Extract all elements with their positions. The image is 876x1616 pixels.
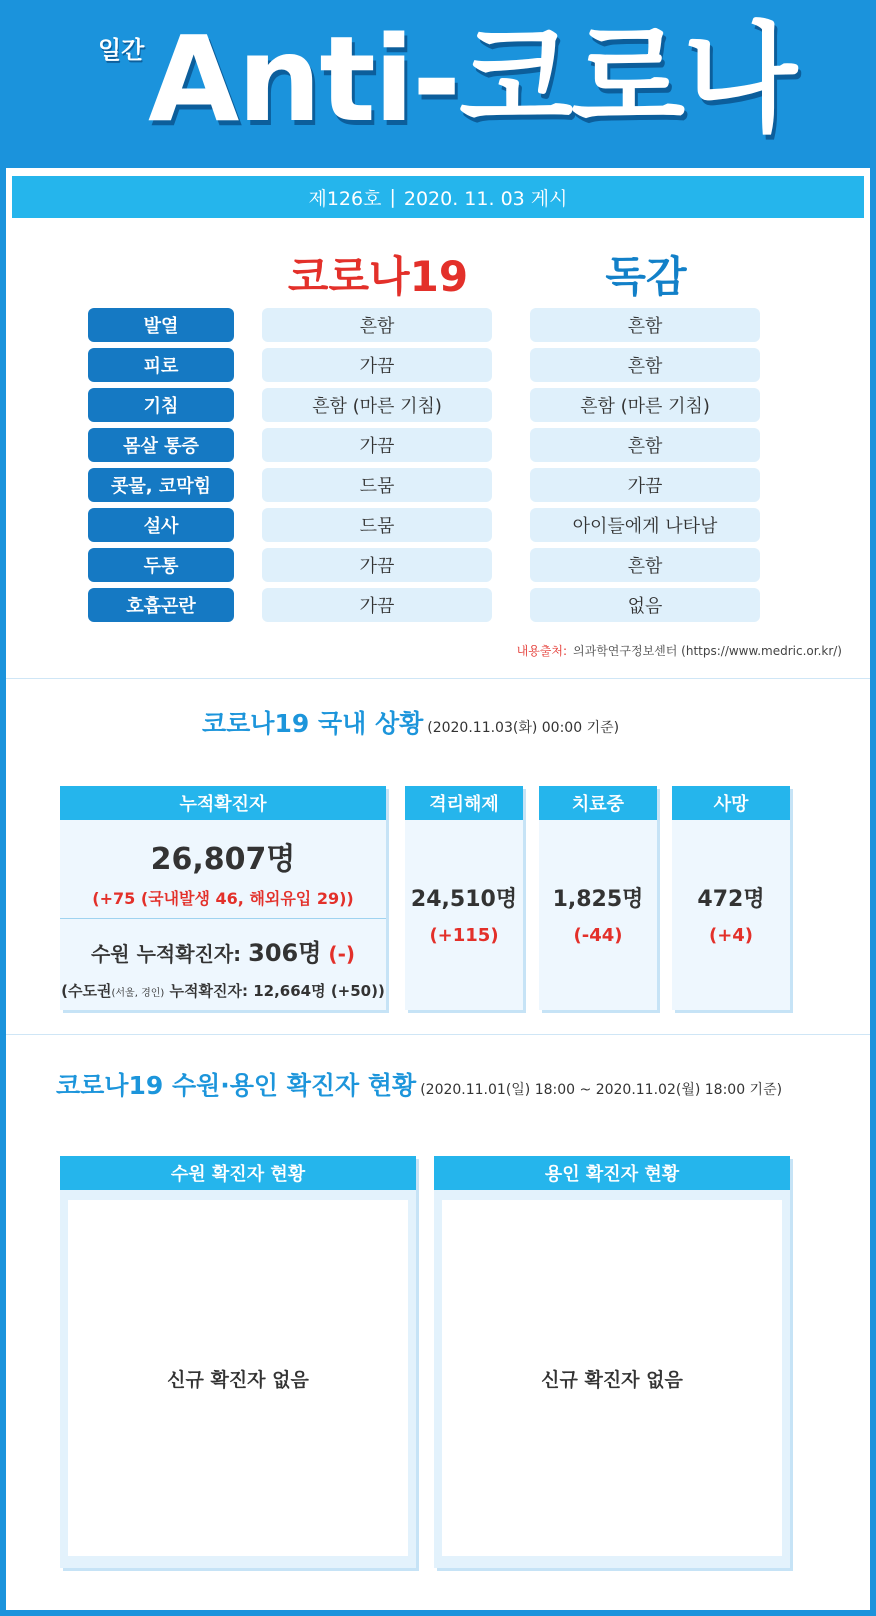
content-panel bbox=[6, 168, 870, 1610]
released-value: 24,510명 bbox=[410, 887, 518, 912]
local-section-title bbox=[56, 1066, 782, 1102]
flu-symptom-value: 흔함 (마른 기침) bbox=[530, 388, 760, 422]
yongin-status-label: 용인 확진자 현황 bbox=[434, 1156, 790, 1190]
flu-symptom-value: 아이들에게 나타남 bbox=[530, 508, 760, 542]
symptom-row bbox=[6, 388, 870, 422]
symptom-label: 피로 bbox=[88, 348, 234, 382]
flu-column-heading: 독감 bbox=[605, 252, 687, 301]
flu-symptom-value: 가끔 bbox=[530, 468, 760, 502]
covid-symptom-value: 가끔 bbox=[262, 348, 492, 382]
cumulative-detail: (+75 (국내발생 46, 해외유입 29)) bbox=[92, 889, 354, 908]
released-label: 격리해제 bbox=[405, 786, 523, 820]
page-title: Anti-코로나 bbox=[148, 10, 796, 148]
suwon-status-card bbox=[60, 1156, 416, 1568]
deaths-card bbox=[672, 786, 790, 1010]
local-basis: (2020.11.01(일) 18:00 ~ 2020.11.02(월) 18:00 기준) bbox=[420, 1082, 783, 1098]
covid-symptom-value: 가끔 bbox=[262, 588, 492, 622]
covid-column-heading: 코로나19 bbox=[287, 252, 469, 301]
cumulative-summary bbox=[60, 820, 386, 919]
cumulative-card bbox=[60, 786, 386, 1010]
suwon-cumulative-count: 306명 bbox=[248, 939, 322, 967]
symptom-label: 콧물, 코막힘 bbox=[88, 468, 234, 502]
issue-bar bbox=[12, 176, 864, 218]
source-text: 의과학연구정보센터 (https://www.medric.or.kr/) bbox=[573, 644, 842, 658]
symptom-row bbox=[6, 428, 870, 462]
suwon-status-label: 수원 확진자 현황 bbox=[60, 1156, 416, 1190]
symptom-row bbox=[6, 308, 870, 342]
symptom-row bbox=[6, 548, 870, 582]
covid-symptom-value: 가끔 bbox=[262, 428, 492, 462]
local-title: 코로나19 수원·용인 확진자 현황 bbox=[56, 1071, 417, 1100]
symptom-row bbox=[6, 508, 870, 542]
source-note bbox=[517, 642, 842, 659]
deaths-change: (+4) bbox=[708, 925, 754, 946]
released-card bbox=[405, 786, 523, 1010]
flu-symptom-value: 흔함 bbox=[530, 308, 760, 342]
treating-value: 1,825명 bbox=[552, 887, 644, 912]
header bbox=[0, 0, 876, 168]
symptom-label: 설사 bbox=[88, 508, 234, 542]
yongin-status-content: 신규 확진자 없음 bbox=[442, 1200, 782, 1556]
released-change: (+115) bbox=[429, 925, 499, 946]
daily-label: 일간 bbox=[98, 36, 145, 64]
covid-symptom-value: 드뭄 bbox=[262, 468, 492, 502]
suwon-cumulative-change: (-) bbox=[328, 942, 356, 966]
symptom-label: 기침 bbox=[88, 388, 234, 422]
issue-number: 제126호 bbox=[308, 187, 382, 210]
cumulative-count: 26,807명 bbox=[150, 842, 296, 877]
issue-date: 2020. 11. 03 게시 bbox=[403, 187, 568, 210]
deaths-value: 472명 bbox=[697, 887, 765, 912]
yongin-status-card bbox=[434, 1156, 790, 1568]
symptom-label: 몸살 통증 bbox=[88, 428, 234, 462]
section-divider bbox=[6, 678, 870, 679]
issue-separator: | bbox=[389, 186, 396, 208]
covid-symptom-value: 드뭄 bbox=[262, 508, 492, 542]
flu-symptom-value: 없음 bbox=[530, 588, 760, 622]
suwon-status-content: 신규 확진자 없음 bbox=[68, 1200, 408, 1556]
treating-change: (-44) bbox=[573, 925, 623, 946]
deaths-label: 사망 bbox=[672, 786, 790, 820]
covid-symptom-value: 가끔 bbox=[262, 548, 492, 582]
symptom-label: 두통 bbox=[88, 548, 234, 582]
suwon-cumulative-label: 수원 누적확진자: bbox=[90, 942, 242, 966]
covid-symptom-value: 흔함 bbox=[262, 308, 492, 342]
domestic-basis: (2020.11.03(화) 00:00 기준) bbox=[427, 720, 620, 736]
metro-region-note: (서울, 경인) bbox=[111, 988, 165, 999]
flu-symptom-value: 흔함 bbox=[530, 428, 760, 462]
domestic-title: 코로나19 국내 상황 bbox=[202, 709, 424, 738]
symptom-row bbox=[6, 588, 870, 622]
metro-prefix: (수도권 bbox=[61, 982, 112, 1000]
metro-cumulative bbox=[60, 980, 386, 1001]
source-label: 내용출처: bbox=[516, 644, 568, 658]
symptom-row bbox=[6, 348, 870, 382]
metro-cumulative-text: 누적확진자: 12,664명 (+50)) bbox=[169, 982, 385, 1000]
symptom-row bbox=[6, 468, 870, 502]
flu-symptom-value: 흔함 bbox=[530, 348, 760, 382]
symptom-label: 호흡곤란 bbox=[88, 588, 234, 622]
treating-label: 치료중 bbox=[539, 786, 657, 820]
section-divider bbox=[6, 1034, 870, 1035]
domestic-section-title bbox=[202, 704, 619, 740]
treating-card bbox=[539, 786, 657, 1010]
symptom-label: 발열 bbox=[88, 308, 234, 342]
suwon-cumulative bbox=[60, 933, 386, 968]
cumulative-label: 누적확진자 bbox=[60, 786, 386, 820]
covid-symptom-value: 흔함 (마른 기침) bbox=[262, 388, 492, 422]
flu-symptom-value: 흔함 bbox=[530, 548, 760, 582]
